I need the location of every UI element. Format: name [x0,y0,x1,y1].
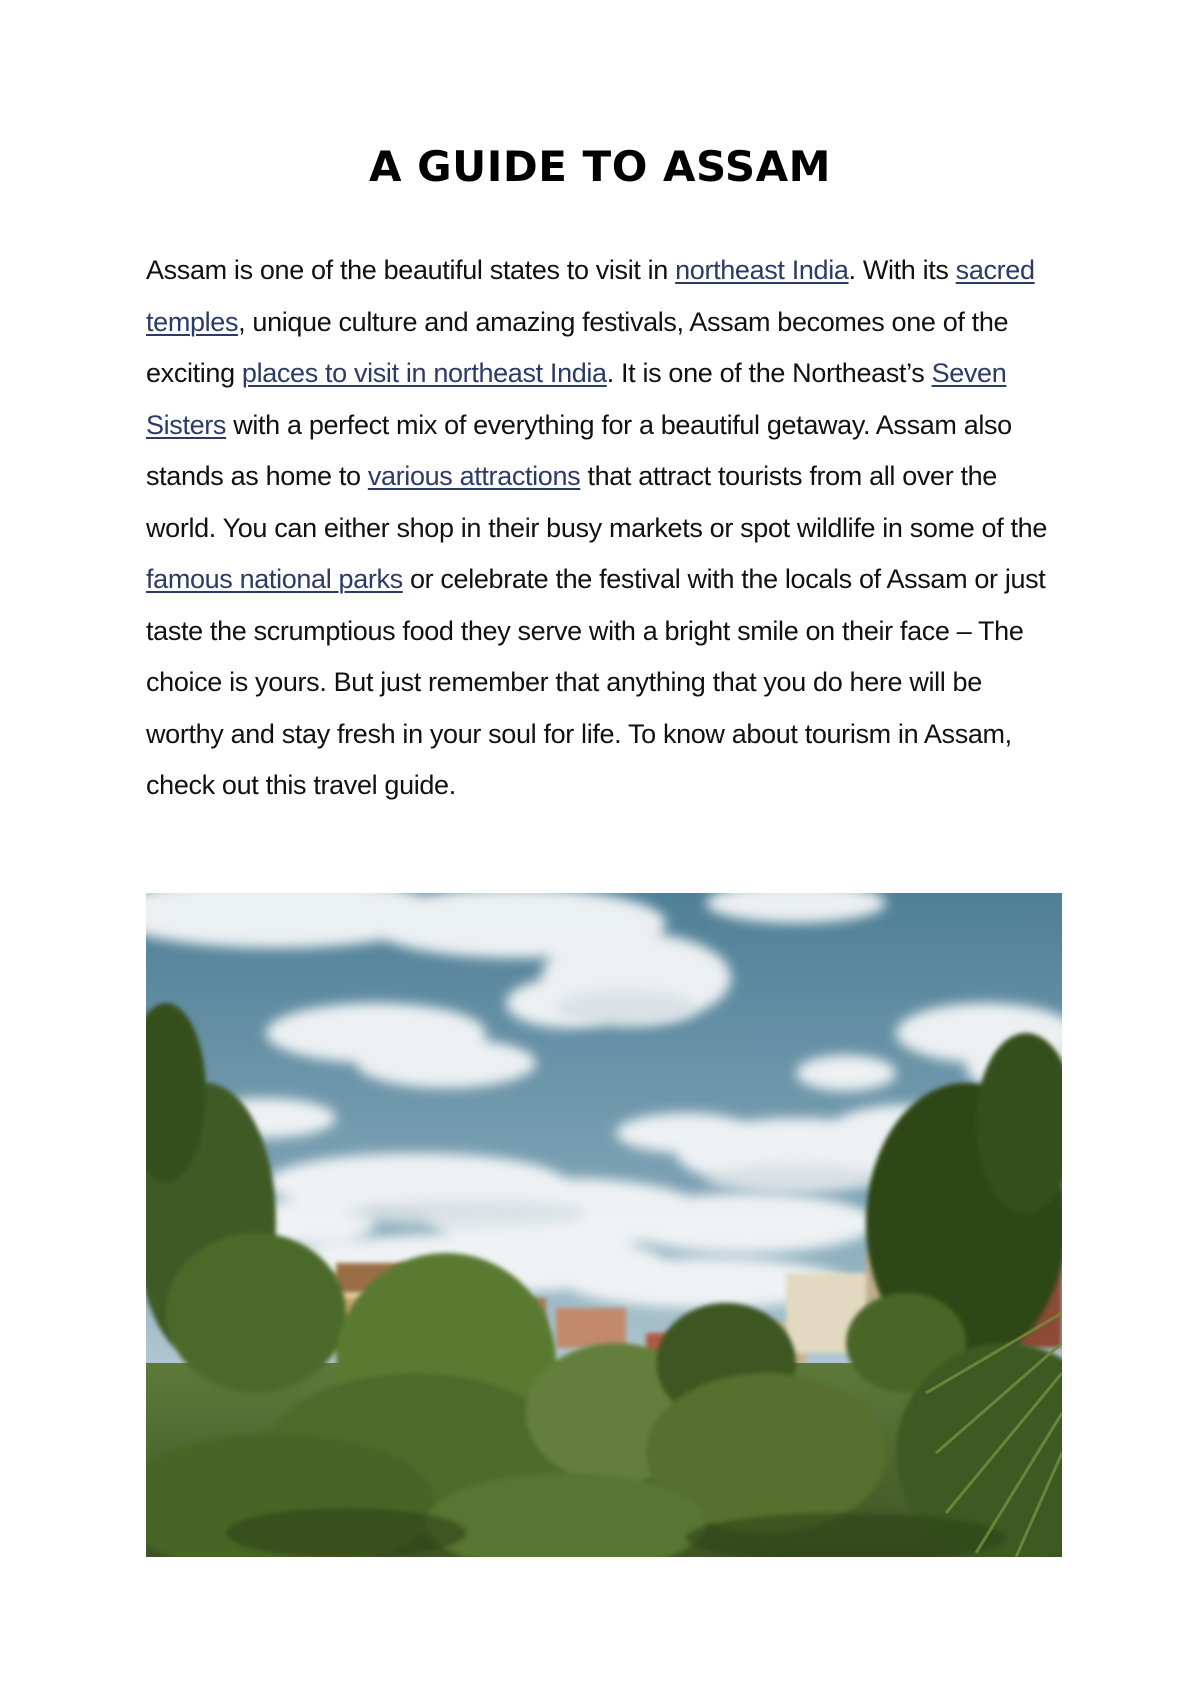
link-various-attractions[interactable]: various attractions [367,461,581,491]
link-seven-sisters[interactable]: Seven Sisters [146,358,1007,440]
intro-paragraph [146,245,1066,812]
paragraph-text: or celebrate the festival with the locals of Assam or just taste the scrumptious food they serve with a bright smile on their face – The choice is yours. But just remember that anything that you do here will be worthy and stay fresh in your soul for life. To know about tourism in Assam, check out this travel guide. [146,564,1046,800]
paragraph-text: . It is one of the Northeast’s [606,358,932,388]
link-northeast-india[interactable]: northeast India [675,255,849,285]
link-places-to-visit[interactable]: places to visit in northeast India [241,358,607,388]
link-famous-national-parks[interactable]: famous national parks [146,564,403,594]
link-sacred-temples[interactable]: sacred temples [146,255,1035,337]
paragraph-text: , unique culture and amazing festivals, Assam becomes one of the exciting [146,306,1009,388]
landscape-photo [146,893,1062,1557]
landscape-photo-illustration [146,893,1062,1557]
paragraph-text: Assam is one of the beautiful states to visit in [146,255,676,285]
paragraph-text: . With its [848,255,956,285]
paragraph-text: with a perfect mix of everything for a beautiful getaway. Assam also stands as home to [146,409,1012,491]
paragraph-text: that attract tourists from all over the world. You can either shop in their busy markets or spot wildlife in some of the [146,461,1047,543]
page-title: A GUIDE TO ASSAM [369,142,831,191]
